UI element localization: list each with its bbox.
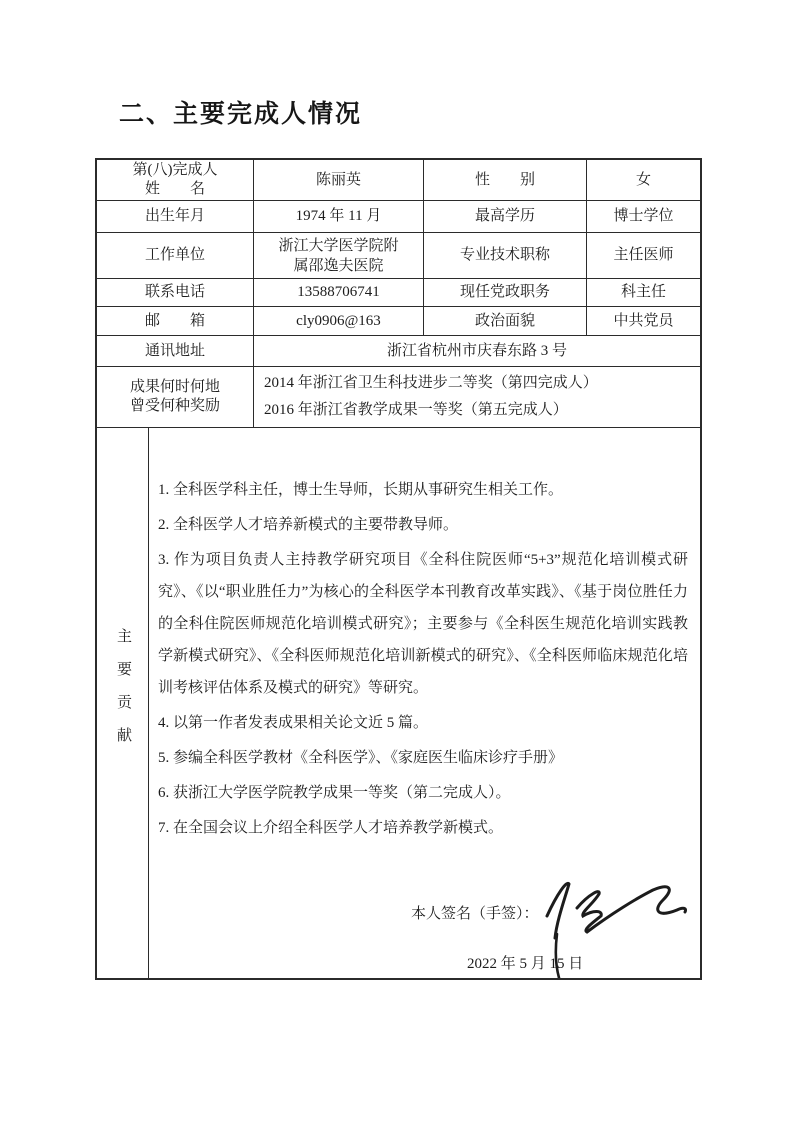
main-contributor-table — [95, 158, 702, 980]
email-label: 邮 箱 — [97, 307, 254, 335]
contribution-content — [149, 428, 700, 978]
party-duty-label: 现任党政职务 — [424, 279, 587, 306]
row-contributions — [97, 428, 700, 978]
gender-label: 性 别 — [424, 160, 587, 200]
work-unit-label: 工作单位 — [97, 233, 254, 278]
signature-label: 本人签名（手签）： — [411, 906, 539, 922]
education-value: 博士学位 — [613, 208, 674, 224]
party-duty-value: 科主任 — [620, 284, 666, 300]
row-birth-education — [97, 201, 700, 233]
award-entry-2016: 2016 年浙江省教学成果一等奖（第五完成人） — [264, 402, 568, 418]
row-name-gender — [97, 160, 700, 201]
phone-label: 联系电话 — [97, 279, 254, 306]
address-label: 通讯地址 — [97, 336, 254, 366]
address-value: 浙江省杭州市庆春东路 3 号 — [386, 342, 567, 359]
contribution-item: 2. 全科医学人才培养新模式的主要带教导师。 — [158, 517, 459, 533]
row-address — [97, 336, 700, 367]
row-email-politics — [97, 307, 700, 336]
awards-label — [97, 367, 254, 427]
awards-label-line1: 成果何时何地 — [129, 379, 220, 395]
tech-title-value: 主任医师 — [613, 247, 674, 263]
signature-date: 2022 年 5 月 15 日 — [467, 956, 584, 972]
name-value: 陈丽英 — [254, 160, 424, 200]
work-unit-value — [254, 233, 424, 278]
gender-value: 女 — [635, 171, 651, 188]
phone-value: 13588706741 — [254, 279, 424, 306]
contribution-item: 7. 在全国会议上介绍全科医学人才培养教学新模式。 — [158, 820, 504, 836]
contribution-item: 5. 参编全科医学教材《全科医学》、《家庭医生临床诊疗手册》 — [158, 750, 564, 766]
awards-value — [254, 367, 700, 427]
contribution-item: 4. 以第一作者发表成果相关论文近 5 篇。 — [158, 715, 429, 731]
awards-label-line2: 曾受何种奖励 — [129, 398, 220, 414]
row-workunit-title — [97, 233, 700, 279]
row-phone-duty — [97, 279, 700, 307]
row-awards — [97, 367, 700, 428]
birth-value: 1974 年 11 月 — [254, 201, 424, 232]
section-title: 二、主要完成人情况 — [119, 101, 363, 128]
contribution-item: 6. 获浙江大学医学院教学成果一等奖（第二完成人）。 — [158, 785, 511, 801]
completer-ordinal-label: 第(八)完成人 — [132, 162, 218, 178]
tech-title-label: 专业技术职称 — [424, 233, 587, 278]
email-value: cly0906@163 — [254, 307, 424, 335]
birth-label: 出生年月 — [97, 201, 254, 232]
politics-label: 政治面貌 — [424, 307, 587, 335]
completer-name-label — [97, 160, 254, 200]
work-unit-text: 浙江大学医学院附属邵逸夫医院 — [278, 237, 399, 274]
education-label: 最高学历 — [424, 201, 587, 232]
contribution-item: 1. 全科医学科主任，博士生导师，长期从事研究生相关工作。 — [158, 482, 564, 498]
contribution-item: 3. 作为项目负责人主持教学研究项目《全科住院医师“5+3”规范化培训模式研究》、《以“职业胜任力”为核心的全科医学本刊教育改革实践》、《基于岗位胜任力的全科住院医师规范化培训模式研究》；主要参与《全科医生规范化培训实践教学新模式研究》、《全科医师规范化培训新模式的研究》、《全科医师临床规范化培训考核评估体系及模式的研究》等研究。 — [158, 552, 688, 696]
award-entry-2014: 2014 年浙江省卫生科技进步二等奖（第四完成人） — [264, 375, 598, 391]
contribution-label: 主要贡献 — [97, 428, 149, 978]
politics-value: 中共党员 — [613, 312, 674, 329]
name-field-label: 姓 名 — [144, 181, 205, 197]
